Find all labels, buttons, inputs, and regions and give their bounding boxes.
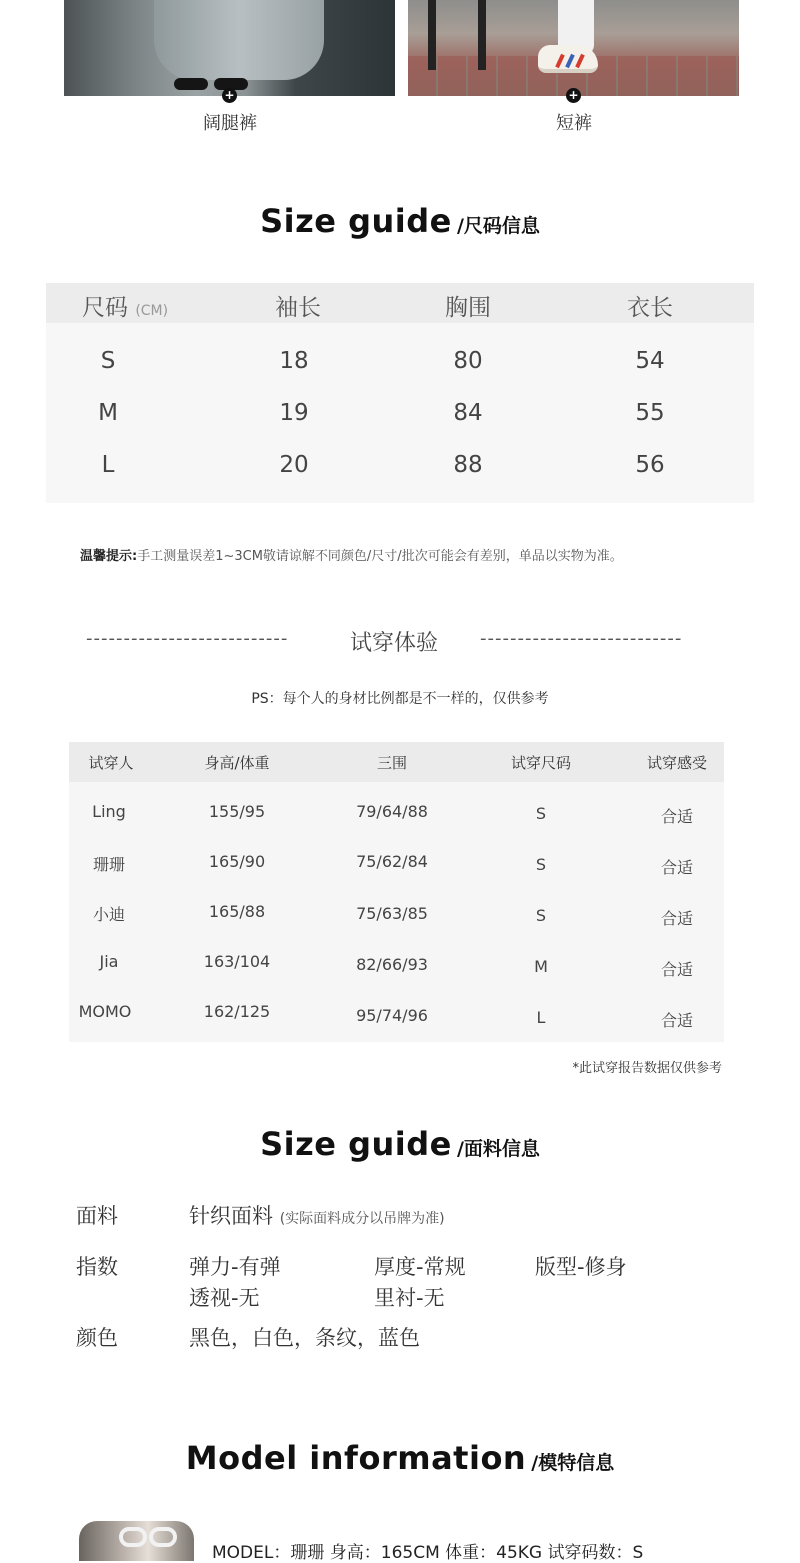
ps-note: PS：每个人的身材比例都是不一样的，仅供参考 xyxy=(251,691,549,707)
sleeve-cell: 18 xyxy=(279,348,309,374)
size-guide-heading xyxy=(0,202,800,240)
heading-en: Model information xyxy=(185,1439,527,1477)
chest-cell: 88 xyxy=(453,452,483,478)
trial-header-cell: 试穿感受 xyxy=(646,754,707,772)
product-photo-shorts xyxy=(408,0,739,96)
length-cell: 55 xyxy=(635,400,665,426)
warm-tip xyxy=(80,545,623,564)
model-heading xyxy=(0,1439,800,1477)
trial-table xyxy=(69,742,724,1042)
size-table-header xyxy=(46,283,754,323)
measurements-cell: 79/64/88 xyxy=(356,802,428,821)
see-through-value: 透视-无 xyxy=(189,1286,260,1310)
trial-header-cell: 试穿人 xyxy=(88,754,134,772)
measurements-cell: 95/74/96 xyxy=(356,1006,428,1025)
size-header-cell: 尺码 (CM) xyxy=(82,295,169,321)
thickness-value: 厚度-常规 xyxy=(374,1255,466,1279)
size-header-cell: 胸围 xyxy=(445,295,491,321)
measurements-cell: 75/63/85 xyxy=(356,904,428,923)
tester-cell: Jia xyxy=(99,952,119,971)
feeling-cell: 合适 xyxy=(660,1011,693,1030)
trial-header-cell: 身高/体重 xyxy=(204,754,270,772)
feeling-cell: 合适 xyxy=(660,960,693,979)
pants-shape xyxy=(154,0,324,80)
unit-label: (CM) xyxy=(135,303,169,319)
dash-divider-right: --------------------------- xyxy=(480,628,683,649)
height-weight-cell: 165/90 xyxy=(208,852,266,871)
tester-cell: Ling xyxy=(92,802,126,821)
heading-zh: /模特信息 xyxy=(531,1452,615,1474)
plus-icon[interactable]: + xyxy=(566,88,581,103)
trial-header-cell: 试穿尺码 xyxy=(510,754,571,772)
length-cell: 56 xyxy=(635,452,665,478)
size-cell: S xyxy=(100,348,116,374)
trial-size-cell: L xyxy=(536,1008,546,1027)
feeling-cell: 合适 xyxy=(660,858,693,877)
heading-en: Size guide xyxy=(260,202,452,240)
model-details: MODEL：珊珊 身高：165CM 体重：45KG 试穿码数：S xyxy=(212,1543,644,1563)
size-header-cell: 袖长 xyxy=(275,295,321,321)
elastic-value: 弹力-有弹 xyxy=(189,1255,281,1279)
fit-value: 版型-修身 xyxy=(535,1255,627,1279)
height-weight-cell: 165/88 xyxy=(208,902,266,921)
tester-cell: 珊珊 xyxy=(92,855,125,874)
chest-cell: 80 xyxy=(453,348,483,374)
model-photo xyxy=(79,1521,194,1561)
index-label: 指数 xyxy=(76,1255,118,1279)
caption-shorts: 短裤 xyxy=(556,113,592,134)
heading-en: Size guide xyxy=(260,1125,452,1163)
trial-table-header xyxy=(69,742,724,782)
fabric-heading xyxy=(0,1125,800,1163)
trial-note: *此试穿报告数据仅供参考 xyxy=(572,1061,722,1076)
tester-cell: MOMO xyxy=(78,1002,132,1021)
trial-size-cell: S xyxy=(535,855,547,874)
trial-size-cell: S xyxy=(535,804,547,823)
plus-icon[interactable]: + xyxy=(222,88,237,103)
heading-zh: /面料信息 xyxy=(456,1138,540,1160)
trial-title: 试穿体验 xyxy=(350,631,439,656)
tester-cell: 小迪 xyxy=(92,905,125,924)
product-photo-wide-leg-pants xyxy=(64,0,395,96)
sunglasses-shape xyxy=(149,1527,177,1547)
sunglasses-shape xyxy=(119,1527,147,1547)
material-note: (实际面料成分以吊牌为准) xyxy=(279,1211,445,1227)
lining-value: 里衬-无 xyxy=(374,1286,445,1310)
caption-wide-leg-pants: 阔腿裤 xyxy=(203,113,257,134)
sleeve-cell: 19 xyxy=(279,400,309,426)
dash-divider-left: --------------------------- xyxy=(86,628,289,649)
height-weight-cell: 163/104 xyxy=(203,952,271,971)
tip-text: 手工测量误差1~3CM敬请谅解不同颜色/尺寸/批次可能会有差别，单品以实物为准。 xyxy=(137,549,623,564)
length-cell: 54 xyxy=(635,348,665,374)
feeling-cell: 合适 xyxy=(660,807,693,826)
feeling-cell: 合适 xyxy=(660,909,693,928)
trial-size-cell: S xyxy=(535,906,547,925)
heading-zh: /尺码信息 xyxy=(456,215,540,237)
height-weight-cell: 155/95 xyxy=(208,802,266,821)
shoe-shape xyxy=(174,78,208,90)
trial-section-title xyxy=(0,628,800,658)
chair-leg xyxy=(428,0,436,70)
tip-label: 温馨提示: xyxy=(80,549,138,564)
measurements-cell: 75/62/84 xyxy=(356,852,428,871)
trial-header-cell: 三围 xyxy=(376,754,407,772)
size-cell: L xyxy=(101,452,115,478)
height-weight-cell: 162/125 xyxy=(203,1002,271,1021)
chest-cell: 84 xyxy=(453,400,483,426)
sleeve-cell: 20 xyxy=(279,452,309,478)
material-label: 面料 xyxy=(76,1204,118,1228)
trial-size-cell: M xyxy=(534,957,548,976)
size-header-cell: 衣长 xyxy=(627,295,673,321)
size-table xyxy=(46,283,754,503)
size-cell: M xyxy=(98,400,118,426)
chair-leg xyxy=(478,0,486,70)
color-label: 颜色 xyxy=(76,1326,118,1350)
material-value: 针织面料 (实际面料成分以吊牌为准) xyxy=(189,1204,445,1228)
measurements-cell: 82/66/93 xyxy=(356,955,428,974)
color-values: 黑色，白色，条纹，蓝色 xyxy=(189,1326,420,1350)
